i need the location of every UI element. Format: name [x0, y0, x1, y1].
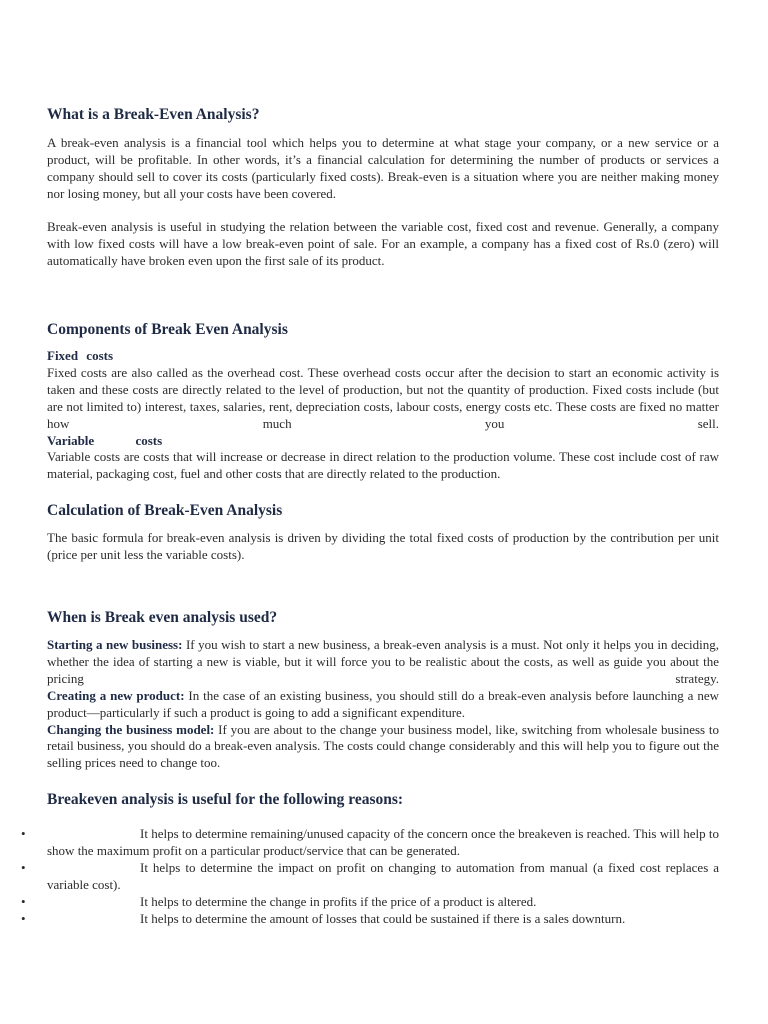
lead-business-model: Changing the business model: — [47, 721, 215, 737]
bullet-icon: • — [21, 893, 26, 909]
heading-what-is: What is a Break-Even Analysis? — [47, 106, 260, 123]
heading-components: Components of Break Even Analysis — [47, 321, 288, 338]
heading-reasons: Breakeven analysis is useful for the following reasons: — [47, 791, 404, 808]
list-item: • It helps to determine the impact on profit on changing to automation from manual (a fixed cost replaces a variable cost). — [21, 859, 719, 892]
subheading-fixed-costs: Fixed costs — [47, 348, 114, 363]
text-new-product: In the case of an existing business, you should still do a break-even analysis before launching a new product—particularly if such a product is going to add a significant expenditure. — [47, 687, 719, 720]
bullet-icon: • — [21, 910, 26, 926]
heading-when-used: When is Break even analysis used? — [47, 609, 278, 626]
bullet-icon: • — [21, 826, 26, 841]
list-item: • It helps to determine the change in profits if the price of a product is altered. — [21, 893, 537, 909]
reasons-list — [21, 826, 719, 927]
list-item: • It helps to determine the amount of losses that could be sustained if there is a sales downturn. — [21, 910, 626, 926]
lead-new-product: Creating a new product: — [47, 687, 185, 703]
paragraph-fixed-costs: Fixed costs are also called as the overhead cost. These overhead costs occur after the decision to start an economic activity is taken and these costs are directly related to the level of production, but not the quantity of production. Fixed costs include (but are not limited to) interest, taxes, salaries, rent, depreciation costs, labour costs, energy costs etc. These costs are fixed no matter how much you sell. — [47, 364, 719, 431]
text-business-model: If you are about to the change your business model, like, switching from wholesale business to retail business, you should do a break-even analysis. The costs could change considerably and this will help you to figure out the selling prices need to change too. — [47, 721, 719, 771]
item-starting-business — [47, 637, 719, 688]
lead-starting-business: Starting a new business: — [47, 637, 183, 652]
paragraph-calculation: The basic formula for break-even analysis is driven by dividing the total fixed costs of production by the contribution per unit (price per unit less the variable costs). — [47, 530, 719, 562]
heading-calculation: Calculation of Break-Even Analysis — [47, 502, 283, 519]
item-new-product — [47, 688, 719, 722]
list-item: • It helps to determine remaining/unused capacity of the concern once the breakeven is reached. This will help to show the maximum profit on a particular product/service that can be generated. — [21, 826, 719, 858]
paragraph-usefulness: Break-even analysis is useful in studying the relation between the variable cost, fixed cost and revenue. Generally, a company with low fixed costs will have a low break-even point of sale. For an example, a company has a fixed cost of Rs.0 (zero) will automatically have broken even upon the first sale of its product. — [47, 219, 719, 268]
paragraph-definition: A break-even analysis is a financial tool which helps you to determine at what stage your company, or a new service or a product, will be profitable. In other words, it’s a financial calculation for determining the number of products or services a company should sell to cover its costs (particularly fixed costs). Break-even is a situation where you are neither making money nor losing money, but all your costs have been covered. — [47, 135, 719, 201]
subheading-variable-costs: Variable costs — [47, 432, 163, 448]
item-business-model — [47, 722, 719, 773]
when-used-block — [47, 637, 719, 772]
text-starting-business: If you wish to start a new business, a break-even analysis is a must. Not only it helps you in deciding, whether the idea of starting a new is viable, but it will force you to be realistic about the costs, as well as guide you about the pricing strategy. — [47, 637, 720, 686]
components-block — [47, 348, 719, 483]
bullet-icon: • — [21, 859, 26, 875]
paragraph-variable-costs: Variable costs are costs that will increase or decrease in direct relation to the production volume. These cost include cost of raw material, packaging cost, fuel and other costs that are directly related to the production. — [47, 449, 719, 482]
